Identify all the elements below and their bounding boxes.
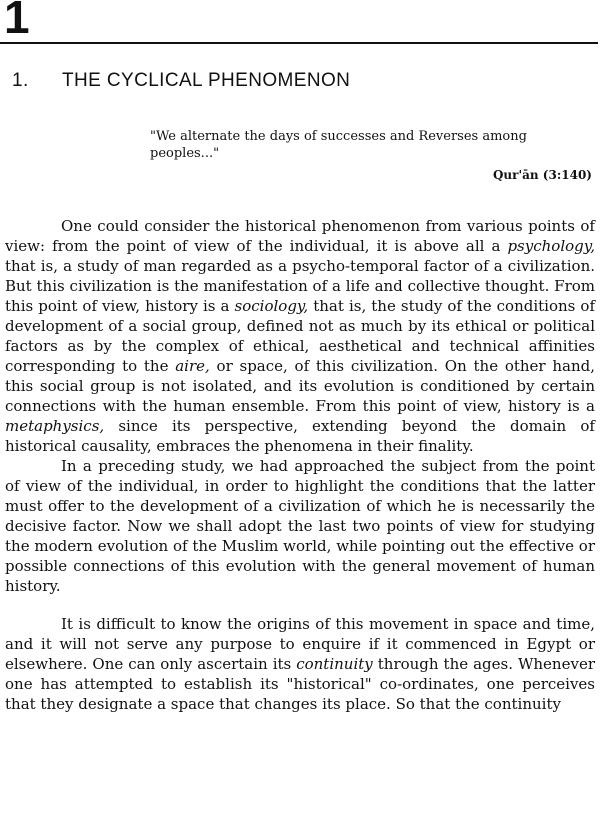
body-text — [5, 216, 595, 714]
paragraph-1-text-4: or space, of this civilization. On the other hand, this social group is not isolated, and its evolution is conditioned by certain connections with the human ensemble. From this point of view, history is a — [5, 357, 595, 415]
term-aire: aire, — [175, 357, 210, 375]
term-sociology: sociology, — [234, 297, 309, 315]
paragraph-1-text-3: that is, the study of the conditions of development of a social group, defined not as much by its ethical or political factors as by the complex of ethical, aesthetical and technical affinities corresponding to the — [5, 297, 596, 375]
chapter-number: 1 — [4, 0, 30, 43]
epigraph-source: Qur'ān (3:140) — [492, 168, 592, 182]
term-metaphysics: metaphysics, — [5, 417, 105, 435]
chapter-divider — [0, 42, 598, 44]
paragraph-1-text-2: that is, a study of man regarded as a psycho-temporal factor of a civilization. But this civilization is the manifestation of a life and collective thought. From this point of view, history is a — [5, 257, 595, 315]
paragraph-3-text-2: through the ages. Whenever one has attempted to establish its "historical" co-ordinates, one perceives that they designate a space that changes its place. So that the continuity — [5, 655, 595, 713]
term-continuity: continuity — [296, 655, 373, 673]
section-title: THE CYCLICAL PHENOMENON — [62, 70, 351, 91]
section-number: 1. — [12, 70, 29, 91]
term-psychology: psychology, — [507, 237, 595, 255]
paragraph-1-text-1: One could consider the historical phenomenon from various points of view: from the point of view of the individual, it is above all a — [5, 217, 595, 255]
paragraph-3 — [5, 614, 595, 714]
paragraph-2: In a preceding study, we had approached the subject from the point of view of the individual, in order to highlight the conditions that the latter must offer to the development of a civilization of which he is necessarily the decisive factor. Now we shall adopt the last two points of view for studying the modern evolution of the Muslim world, while pointing out the effective or possible connections of this evolution with the general movement of human history. — [5, 457, 595, 595]
epigraph — [150, 128, 592, 182]
section-heading — [12, 70, 350, 92]
paragraph-1-text-5: since its perspective, extending beyond the domain of historical causality, embraces the phenomena in their finality. — [5, 417, 595, 455]
paragraph-3-text-1: It is difficult to know the origins of this movement in space and time, and it will not serve any purpose to enquire if it commenced in Egypt or elsewhere. One can only ascertain its — [5, 615, 595, 673]
epigraph-quote: "We alternate the days of successes and Reverses among peoples..." — [150, 129, 527, 161]
paragraph-1 — [5, 216, 595, 456]
